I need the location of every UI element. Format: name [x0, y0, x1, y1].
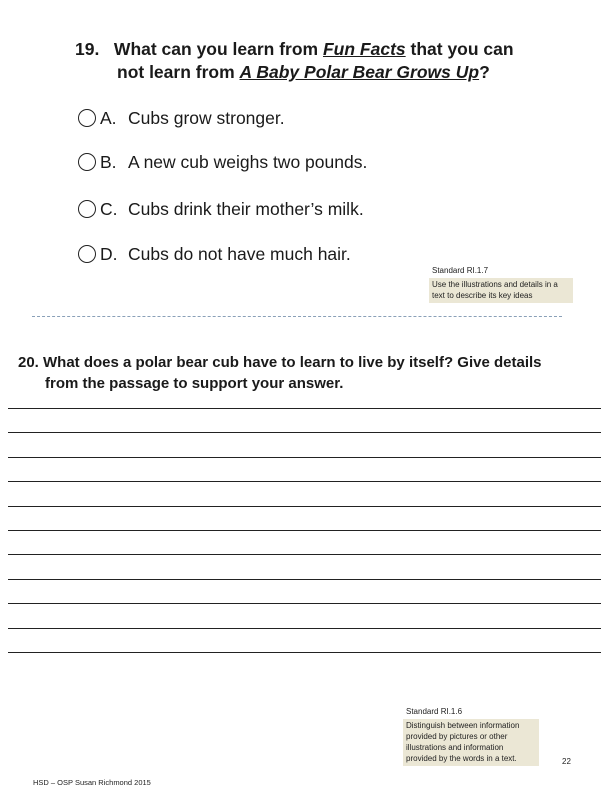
answer-line[interactable]	[8, 408, 601, 409]
question-19-line-1	[75, 38, 575, 61]
choice-b-letter: B.	[100, 151, 117, 172]
answer-line[interactable]	[8, 432, 601, 433]
choice-b-text: A new cub weighs two pounds.	[128, 151, 368, 172]
answer-line[interactable]	[8, 530, 601, 531]
answer-line[interactable]	[8, 603, 601, 604]
choice-b[interactable]	[78, 151, 367, 173]
question-19-line-2	[75, 61, 575, 84]
page-number: 22	[562, 757, 571, 766]
question-20-line-2: from the passage to support your answer.	[45, 375, 344, 392]
answer-line[interactable]	[8, 628, 601, 629]
section-divider	[32, 316, 562, 317]
answer-line[interactable]	[8, 652, 601, 653]
question-19-number: 19.	[75, 39, 100, 59]
question-19-text-a: What can you learn from	[113, 39, 323, 59]
standard-description: Use the illustrations and details in a text to describe its key ideas	[432, 280, 558, 300]
question-20-line-1: 20. What does a polar bear cub have to learn to live by itself? Give details	[18, 354, 542, 371]
question-19	[75, 38, 575, 84]
radio-bubble-d[interactable]	[78, 245, 96, 263]
choice-d-text: Cubs do not have much hair.	[128, 243, 351, 264]
question-19-text-b: that you can	[405, 39, 514, 59]
question-20	[18, 352, 598, 394]
choice-a[interactable]	[78, 107, 285, 129]
question-19-text-d: ?	[479, 62, 490, 82]
radio-bubble-c[interactable]	[78, 200, 96, 218]
answer-line[interactable]	[8, 554, 601, 555]
choice-c-text: Cubs drink their mother’s milk.	[128, 198, 364, 219]
answer-line[interactable]	[8, 579, 601, 580]
footer-credit: HSD – OSP Susan Richmond 2015	[33, 778, 151, 787]
answer-line[interactable]	[8, 506, 601, 507]
choice-a-letter: A.	[100, 107, 117, 128]
answer-line[interactable]	[8, 457, 601, 458]
book-title-fun-facts: Fun Facts	[322, 39, 406, 59]
radio-bubble-a[interactable]	[78, 109, 96, 127]
question-19-text-c: not learn from	[117, 62, 240, 82]
standard-description: Distinguish between information provided by pictures or other illustrations and information provided by the words in a text.	[406, 721, 520, 763]
choice-d-letter: D.	[100, 243, 118, 264]
answer-line[interactable]	[8, 481, 601, 482]
standard-title: Standard RI.1.7	[429, 264, 573, 278]
choice-a-text: Cubs grow stronger.	[128, 107, 285, 128]
choice-c-letter: C.	[100, 198, 118, 219]
standard-title: Standard RI.1.6	[403, 705, 539, 719]
radio-bubble-b[interactable]	[78, 153, 96, 171]
book-title-polar-bear: A Baby Polar Bear Grows Up	[239, 62, 480, 82]
choice-d[interactable]	[78, 243, 351, 265]
choice-c[interactable]	[78, 198, 364, 220]
standard-box-ri-1-6	[403, 705, 539, 766]
standard-box-ri-1-7	[429, 264, 573, 303]
